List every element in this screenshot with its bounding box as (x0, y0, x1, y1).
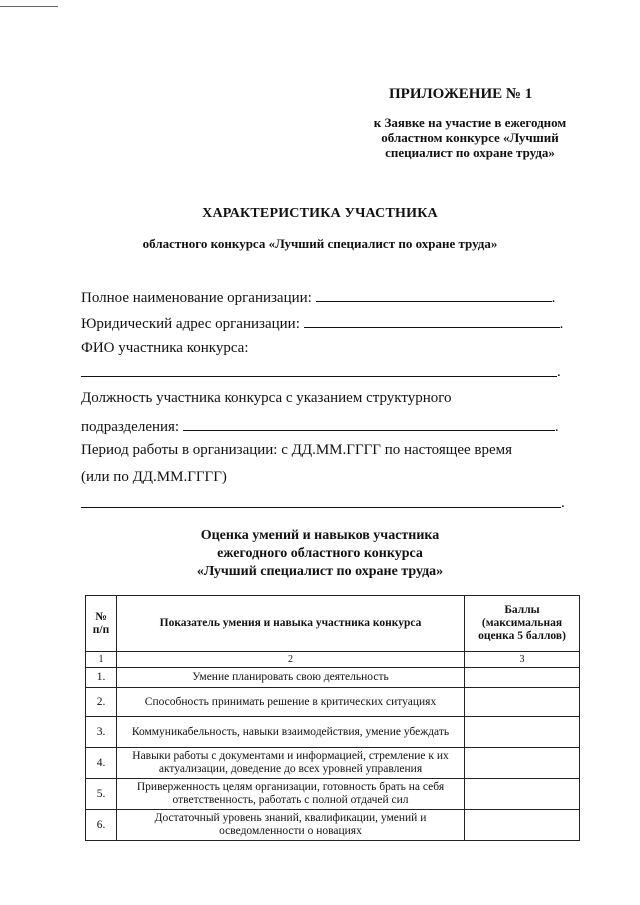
appendix-line-1: к Заявке на участие в ежегодном (373, 115, 567, 130)
column-index: 1 (86, 652, 117, 668)
participant-name-dot: . (557, 364, 561, 380)
column-index-row (86, 652, 580, 668)
period-dot: . (561, 495, 565, 511)
legal-address-label: Юридический адрес организации: (81, 316, 300, 332)
header-number (86, 596, 117, 652)
table-row (86, 810, 580, 841)
legal-address-blank[interactable] (304, 313, 560, 328)
position-label-2: подразделения: (81, 419, 180, 435)
row-number: 6. (86, 810, 117, 841)
row-indicator: Приверженность целям организации, готовность брать на себя ответственность, работать с полной отдачей сил (117, 779, 465, 810)
table-row (86, 748, 580, 779)
appendix-subtitle (340, 115, 600, 160)
header-score (465, 596, 580, 652)
position-dot: . (554, 419, 559, 435)
row-number: 2. (86, 688, 117, 717)
document-subtitle: областного конкурса «Лучший специалист по охране труда» (142, 236, 498, 251)
evaluation-title (0, 527, 640, 581)
legal-address-field (81, 313, 563, 333)
org-name-dot: . (551, 290, 556, 306)
column-index: 3 (465, 652, 580, 668)
participant-name-field (81, 340, 249, 357)
header-number-sign: № (95, 610, 107, 623)
skills-table (85, 595, 580, 841)
header-score-line-1: Баллы (504, 604, 540, 616)
evaluation-title-line-1: Оценка умений и навыков участника (200, 528, 440, 543)
position-label-1: Должность участника конкурса с указанием структурного (81, 390, 452, 406)
position-field (81, 416, 559, 436)
row-number: 4. (86, 748, 117, 779)
table-header-row (86, 596, 580, 652)
org-name-label: Полное наименование организации: (81, 290, 312, 306)
row-score-cell[interactable] (465, 717, 580, 748)
row-score-cell[interactable] (465, 810, 580, 841)
scan-edge-line (0, 6, 58, 7)
period-line-1: Период работы в организации: с ДД.ММ.ГГГГ по настоящее время (81, 442, 513, 458)
org-name-blank[interactable] (316, 287, 552, 302)
row-number: 1. (86, 668, 117, 688)
column-index: 2 (117, 652, 465, 668)
row-indicator: Умение планировать свою деятельность (117, 668, 465, 688)
row-indicator: Коммуникабельность, навыки взаимодействия, умение убеждать (117, 717, 465, 748)
row-indicator: Навыки работы с документами и информацией, стремление к их актуализации, доведение до всех уровней управления (117, 748, 465, 779)
table-row (86, 717, 580, 748)
header-score-line-3: оценка 5 баллов) (478, 630, 566, 642)
period-line-2: (или по ДД.ММ.ГГГГ) (81, 469, 227, 485)
position-blank[interactable] (183, 416, 555, 431)
header-indicator: Показатель умения и навыка участника конкурса (117, 596, 465, 652)
table-row (86, 779, 580, 810)
header-number-pp: п/п (92, 623, 110, 636)
table-row (86, 668, 580, 688)
row-score-cell[interactable] (465, 779, 580, 810)
row-indicator: Достаточный уровень знаний, квалификации, умений и осведомленности о новациях (117, 810, 465, 841)
row-indicator: Способность принимать решение в критических ситуациях (117, 688, 465, 717)
header-score-line-2: (максимальная (481, 617, 563, 629)
row-number: 5. (86, 779, 117, 810)
evaluation-title-line-2: ежегодного областного конкурса (217, 546, 423, 561)
row-score-cell[interactable] (465, 668, 580, 688)
evaluation-title-line-3: «Лучший специалист по охране труда» (196, 564, 444, 579)
table-row (86, 688, 580, 717)
appendix-title: ПРИЛОЖЕНИЕ № 1 (389, 86, 533, 102)
row-score-cell[interactable] (465, 688, 580, 717)
org-name-field (81, 287, 555, 307)
document-title: ХАРАКТЕРИСТИКА УЧАСТНИКА (202, 206, 438, 221)
participant-name-blank[interactable] (81, 375, 557, 377)
appendix-line-3: специалист по охране труда» (385, 145, 555, 160)
row-score-cell[interactable] (465, 748, 580, 779)
appendix-line-2: областном конкурсе «Лучший (381, 130, 559, 145)
row-number: 3. (86, 717, 117, 748)
legal-address-dot: . (559, 316, 564, 332)
period-blank[interactable] (81, 506, 561, 508)
participant-name-label: ФИО участника конкурса: (81, 340, 249, 356)
